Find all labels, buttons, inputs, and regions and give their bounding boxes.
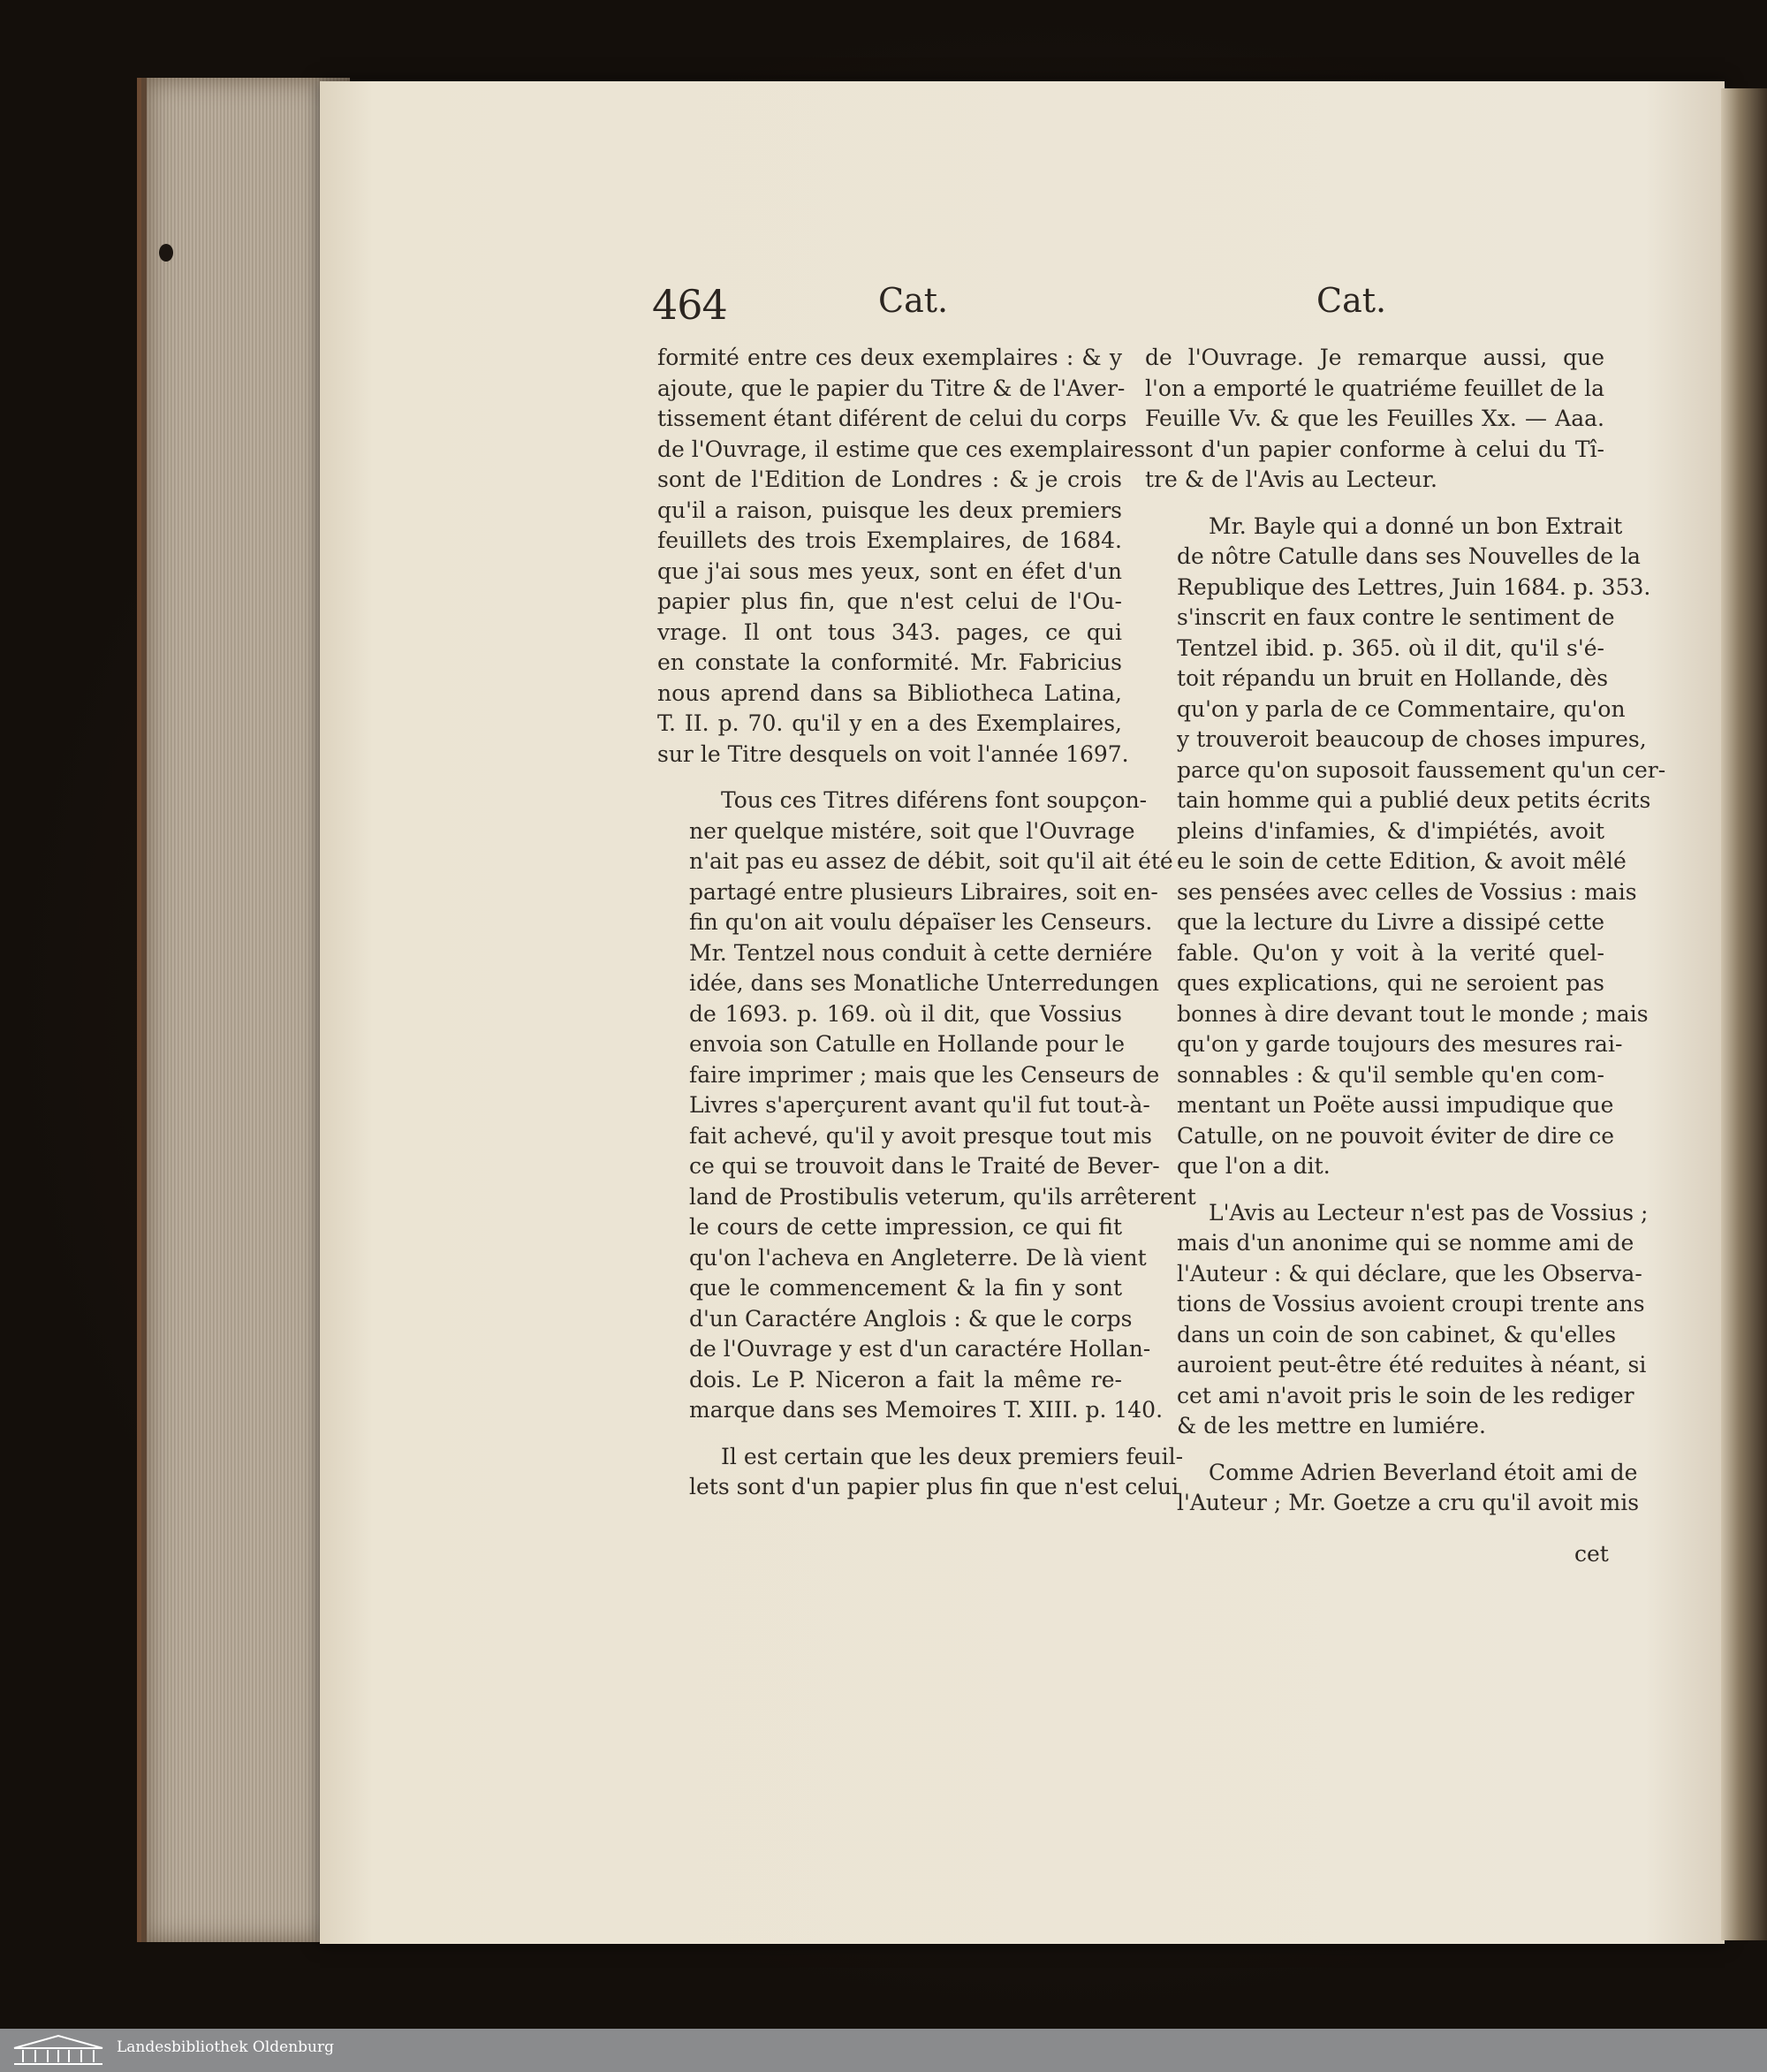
text-line: s'inscrit en faux contre le sentiment de — [1177, 604, 1615, 630]
text-line: dans un coin de son cabinet, & qu'elles — [1177, 1321, 1617, 1347]
library-building-icon — [11, 2032, 106, 2068]
text-line: le cours de cette impression, ce qui fit — [689, 1214, 1122, 1240]
text-line: T. II. p. 70. qu'il y en a des Exemplaires, — [657, 710, 1122, 736]
text-line: ses pensées avec celles de Vossius : mais — [1177, 878, 1637, 905]
text-line: n'ait pas eu assez de débit, soit qu'il ait été — [689, 848, 1173, 874]
text-line: lets sont d'un papier plus fin que n'est celui — [689, 1474, 1179, 1499]
text-line: ner quelque mistére, soit que l'Ouvrage — [689, 817, 1135, 844]
page-number: 464 — [652, 281, 727, 329]
text-line: feuillets des trois Exemplaires, de 1684. — [657, 527, 1122, 553]
text-line: de 1693. p. 169. où il dit, que Vossius — [689, 1000, 1122, 1027]
text-line: auroient peut-être été reduites à néant, si — [1177, 1352, 1647, 1378]
text-line: formité entre ces deux exemplaires : & y — [657, 345, 1122, 370]
text-line: marque dans ses Memoires T. XIII. p. 140. — [689, 1397, 1164, 1423]
text-line: sont d'un papier conforme à celui du Tî- — [1145, 436, 1604, 462]
text-line: Il est certain que les deux premiers feuil- — [721, 1443, 1184, 1469]
text-line: que l'on a dit. — [1177, 1153, 1331, 1179]
text-line: Tentzel ibid. p. 365. où il dit, qu'il s'é- — [1177, 634, 1604, 661]
text-line: vrage. Il ont tous 343. pages, ce qui — [657, 619, 1122, 645]
text-line: faire imprimer ; mais que les Censeurs de — [689, 1061, 1160, 1088]
text-line: nous aprend dans sa Bibliotheca Latina, — [657, 679, 1122, 706]
paragraph — [657, 343, 1146, 770]
text-line: fable. Qu'on y voit à la verité quel- — [1177, 939, 1604, 966]
text-line: l'on a emporté le quatriéme feuillet de la — [1145, 375, 1604, 401]
text-line: l'Auteur : & qui déclare, que les Observa- — [1177, 1260, 1642, 1286]
paragraph — [657, 1442, 1184, 1503]
facing-page-edge — [1721, 88, 1767, 1940]
text-line: qu'il a raison, puisque les deux premiers — [657, 497, 1122, 523]
text-line: Catulle, on ne pouvoit éviter de dire ce — [1177, 1122, 1615, 1149]
text-line: tre & de l'Avis au Lecteur. — [1145, 467, 1437, 492]
text-line: qu'on y garde toujours des mesures rai- — [1177, 1031, 1623, 1057]
text-line: de l'Ouvrage y est d'un caractére Hollan- — [689, 1336, 1151, 1362]
text-line: Republique des Lettres, Juin 1684. p. 353. — [1177, 573, 1651, 600]
text-line: cet ami n'avoit pris le soin de les rediger — [1177, 1382, 1634, 1408]
text-line: sur le Titre desquels on voit l'année 1697. — [657, 740, 1129, 767]
text-line: l'Auteur ; Mr. Goetze a cru qu'il avoit mis — [1177, 1490, 1640, 1515]
book-page-edges — [141, 78, 350, 1942]
text-line: tain homme qui a publié deux petits écrits — [1177, 787, 1651, 813]
text-line: sonnables : & qu'il semble qu'en com- — [1177, 1061, 1604, 1088]
text-line: tissement étant diférent de celui du corps — [657, 406, 1127, 431]
text-line: partagé entre plusieurs Libraires, soit en- — [689, 878, 1158, 905]
text-line: papier plus fin, que n'est celui de l'Ou- — [657, 588, 1122, 614]
text-line: Tous ces Titres diférens font soupçon- — [721, 787, 1148, 813]
library-name: Landesbibliothek Oldenburg — [117, 2038, 335, 2056]
text-line: ques explications, qui ne seroient pas — [1177, 970, 1604, 996]
text-line: fait achevé, qu'il y avoit presque tout mis — [689, 1122, 1152, 1149]
text-line: land de Prostibulis veterum, qu'ils arrêterent — [689, 1183, 1196, 1210]
text-line: & de les mettre en lumiére. — [1177, 1413, 1486, 1438]
text-line: ajoute, que le papier du Titre & de l'Aver- — [657, 375, 1126, 401]
text-line: que la lecture du Livre a dissipé cette — [1177, 909, 1604, 935]
text-line: idée, dans ses Monatliche Unterredungen — [689, 970, 1160, 996]
text-line: d'un Caractére Anglois : & que le corps — [689, 1305, 1133, 1332]
text-line: envoia son Catulle en Hollande pour le — [689, 1031, 1126, 1057]
running-head-left: Cat. — [878, 281, 949, 320]
text-line: tions de Vossius avoient croupi trente ans — [1177, 1291, 1645, 1317]
left-text-column — [657, 343, 1196, 1519]
text-line: que j'ai sous mes yeux, sont en éfet d'un — [657, 558, 1122, 584]
right-text-column — [1145, 343, 1666, 1535]
text-line: L'Avis au Lecteur n'est pas de Vossius ; — [1209, 1199, 1649, 1226]
text-line: ce qui se trouvoit dans le Traité de Bever- — [689, 1153, 1160, 1179]
text-line: bonnes à dire devant tout le monde ; mais — [1177, 1000, 1649, 1027]
binding-hole — [159, 244, 173, 262]
text-line: Mr. Bayle qui a donné un bon Extrait — [1209, 512, 1623, 539]
paragraph — [657, 786, 1196, 1426]
text-line: qu'on l'acheva en Angleterre. De là vient — [689, 1244, 1147, 1271]
text-line: sont de l'Edition de Londres : & je crois — [657, 467, 1122, 492]
text-line: eu le soin de cette Edition, & avoit mêlé — [1177, 848, 1627, 874]
paragraph — [1145, 1458, 1640, 1519]
text-line: fin qu'on ait voulu dépaïser les Censeurs. — [689, 909, 1153, 935]
text-line: que le commencement & la fin y sont — [689, 1275, 1122, 1301]
paragraph — [1145, 343, 1604, 496]
text-line: y trouveroit beaucoup de choses impures, — [1177, 726, 1647, 752]
text-line: Mr. Tentzel nous conduit à cette derniére — [689, 939, 1153, 966]
text-line: toit répandu un bruit en Hollande, dès — [1177, 665, 1609, 691]
text-line: Feuille Vv. & que les Feuilles Xx. — Aaa. — [1145, 406, 1604, 431]
text-line: Comme Adrien Beverland étoit ami de — [1209, 1459, 1638, 1485]
text-line: mais d'un anonime qui se nomme ami de — [1177, 1230, 1634, 1256]
running-head-right: Cat. — [1316, 281, 1387, 320]
catchword: cet — [1574, 1541, 1609, 1567]
text-line: mentant un Poëte aussi impudique que — [1177, 1092, 1614, 1118]
text-line: dois. Le P. Niceron a fait la même re- — [689, 1366, 1122, 1393]
text-line: de l'Ouvrage, il estime que ces exemplaires — [657, 436, 1146, 462]
text-line: qu'on y parla de ce Commentaire, qu'on — [1177, 695, 1626, 722]
text-line: en constate la conformité. Mr. Fabricius — [657, 649, 1122, 675]
text-line: Livres s'aperçurent avant qu'il fut tout-à- — [689, 1092, 1150, 1118]
paragraph — [1145, 512, 1666, 1182]
text-line: de l'Ouvrage. Je remarque aussi, que — [1145, 345, 1604, 370]
text-line: de nôtre Catulle dans ses Nouvelles de la — [1177, 543, 1641, 569]
text-line: parce qu'on suposoit faussement qu'un cer- — [1177, 756, 1666, 783]
text-line: pleins d'infamies, & d'impiétés, avoit — [1177, 817, 1604, 844]
paragraph — [1145, 1198, 1649, 1442]
